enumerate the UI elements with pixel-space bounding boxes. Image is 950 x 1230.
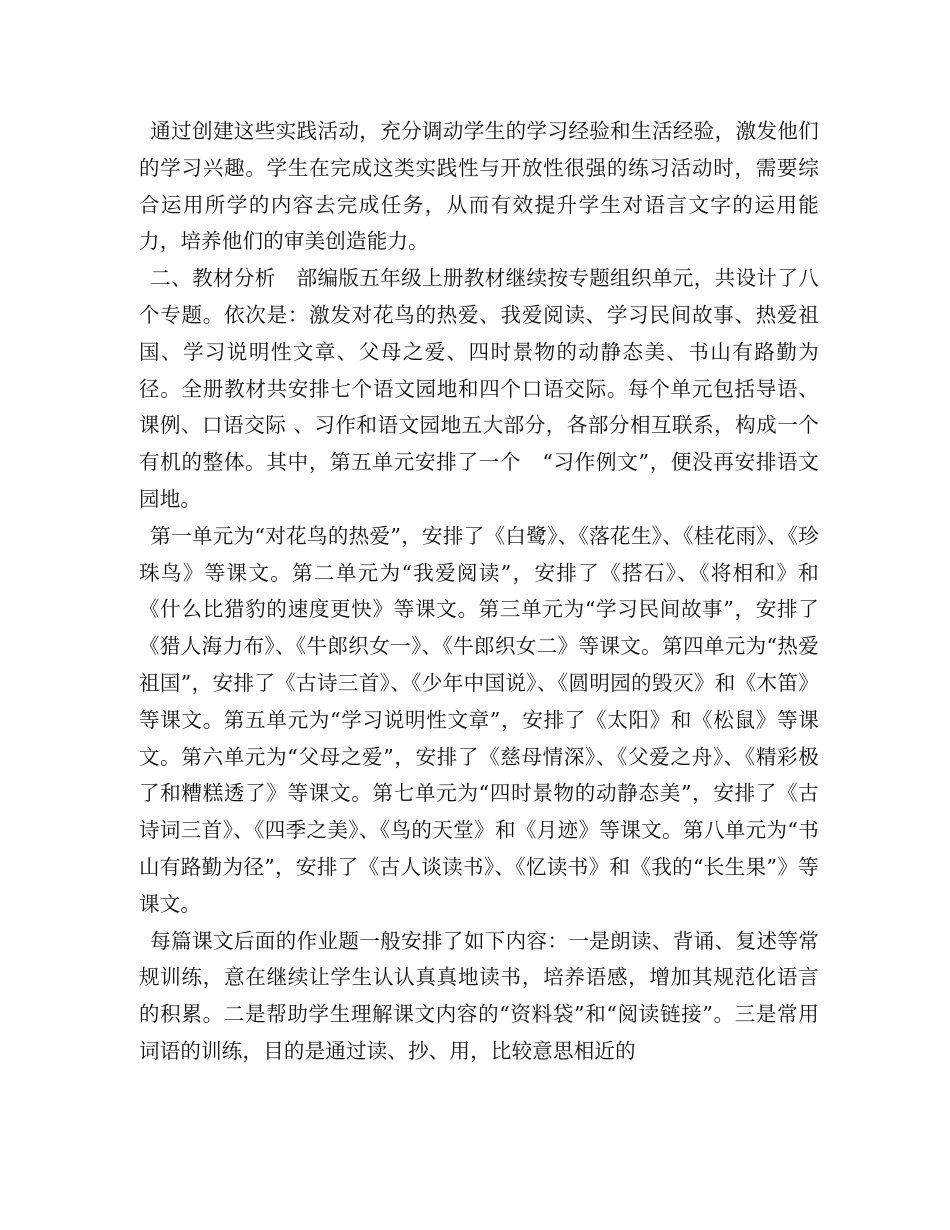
paragraph-unit-overview: 第一单元为“对花鸟的热爱”，安排了《白鹭》、《落花生》、《桂花雨》、《珍珠鸟》等课文。第二单元为“我爱阅读”，安排了《搭石》、《将相和》和《什么比猎豹的速度更快》等课文。第三单元为“学习民间故事”，安排了《猎人海力布》、《牛郎织女一》、《牛郎织女二》等课文。第四单元为“热爱祖国”，安排了《古诗三首》、《少年中国说》、《圆明园的毁灭》和《木笛》等课文。第五单元为“学习说明性文章”，安排了《太阳》和《松鼠》等课文。第六单元为“父母之爱”，安排了《慈母情深》、《父爱之舟》、《精彩极了和糟糕透了》等课文。第七单元为“四时景物的动静态美”，安排了《古诗词三首》、《四季之美》、《鸟的天堂》和《月迹》等课文。第八单元为“书山有路勤为径”，安排了《古人谈读书》、《忆读书》和《我的“长生果”》等课文。 (139, 523, 819, 916)
paragraph-textbook-analysis: 二、教材分析 部编版五年级上册教材继续按专题组织单元，共设计了八个专题。依次是：激发对花鸟的热爱、我爱阅读、学习民间故事、热爱祖国、学习说明性文章、父母之爱、四时景物的动静态美、书山有路勤为径。全册教材共安排七个语文园地和四个口语交际。每个单元包括导语、课例、口语交际 、习作和语文园地五大部分，各部分相互联系，构成一个有机的整体。其中，第五单元安排了一个 “习作例文”，便没再安排语文园地。 (139, 266, 819, 511)
paragraph-homework-content: 每篇课文后面的作业题一般安排了如下内容：一是朗读、背诵、复述等常规训练，意在继续让学生认认真真地读书，培养语感，增加其规范化语言的积累。二是帮助学生理解课文内容的“资料袋”和“阅读链接”。三是常用词语的训练，目的是通过读、抄、用，比较意思相近的 (139, 928, 819, 1063)
document-body (139, 113, 819, 1070)
paragraph-practice-activities: 通过创建这些实践活动，充分调动学生的学习经验和生活经验，激发他们的学习兴趣。学生在完成这类实践性与开放性很强的练习活动时，需要综合运用所学的内容去完成任务，从而有效提升学生对语言文字的运用能力，培养他们的审美创造能力。 (139, 119, 819, 254)
